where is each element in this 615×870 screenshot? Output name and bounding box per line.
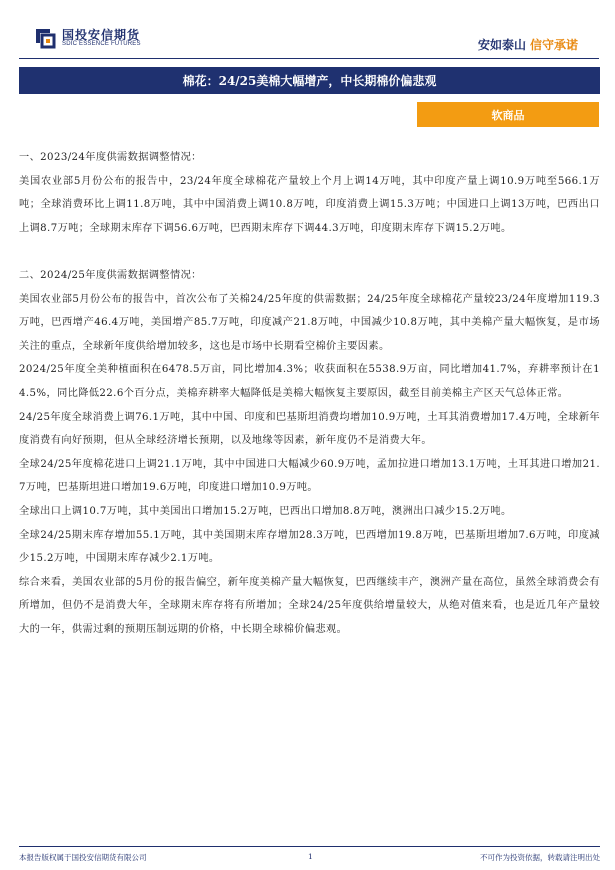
section-2-paragraph-3: 24/25年度全球消费上调76.1万吨，其中中国、印度和巴基斯坦消费均增加10.9万吨，土耳其消费增加17.4万吨，全球新年度消费有向好预期，但从全球经济增长预期，以及地缘等因素，新年度仍不是消费大年。: [19, 411, 600, 447]
section-2-paragraph-6: 全球24/25期末库存增加55.1万吨，其中美国期末库存增加28.3万吨，巴西增加19.8万吨，巴基斯坦增加7.6万吨，印度减少15.2万吨，中国期末库存减少2.1万吨。: [19, 529, 600, 565]
copyright-notice: 本报告版权属于国投安信期货有限公司: [19, 853, 147, 862]
disclaimer: 不可作为投资依据，转载请注明出处: [480, 853, 600, 862]
category-tag: 软商品: [417, 102, 599, 127]
company-logo-icon: [34, 27, 56, 49]
section-2-paragraph-5: 全球出口上调10.7万吨，其中美国出口增加15.2万吨，巴西出口增加8.8万吨，澳洲出口减少15.2万吨。: [19, 505, 512, 517]
section-spacer: [19, 240, 600, 264]
section-2-paragraph-1: 美国农业部5月份公布的报告中，首次公布了关棉24/25年度的供需数据；24/25年度全球棉花产量较23/24年度增加119.3万吨，巴西增产46.4万吨，美国增产85.7万吨，印度减产21.8万吨，中国减少10.8万吨，其中美棉产量大幅恢复，是市场关注的重点，全球新年度供给增加较多，这也是市场中长期看空棉价主要因素。: [19, 293, 600, 352]
section-2-paragraph-4: 全球24/25年度棉花进口上调21.1万吨，其中中国进口大幅减少60.9万吨，孟加拉进口增加13.1万吨，土耳其进口增加21.7万吨，巴基斯坦进口增加19.6万吨，印度进口增加10.9万吨。: [19, 458, 600, 494]
section-1-heading: 一、2023/24年度供需数据调整情况：: [19, 152, 202, 163]
section-2-paragraph-7: 综合来看，美国农业部的5月份的报告偏空，新年度美棉产量大幅恢复，巴西继续丰产，澳洲产量在高位，虽然全球消费会有所增加，但仍不是消费大年，全球期末库存将有所增加；全球24/25年度供给增量较大，从绝对值来看，也是近几年产量较大的一年，供需过剩的预期压制远期的价格，中长期全球棉价偏悲观。: [19, 576, 600, 635]
footer-divider: [19, 846, 600, 847]
title-bar: [19, 67, 600, 94]
slogan-part-2: 信守承诺: [529, 38, 578, 52]
report-body: [19, 146, 600, 641]
slogan-part-1: 安如泰山: [477, 38, 526, 52]
page-footer: [0, 840, 615, 870]
section-2-paragraph-2: 2024/25年度全美种植面积在6478.5万亩，同比增加4.3%；收获面积在5538.9万亩，同比增加41.7%，弃耕率预计在14.5%，同比降低22.6个百分点，美棉弃耕率大幅降低是美棉大幅恢复主要原因，截至目前美棉主产区天气总体正常。: [19, 364, 600, 399]
section-2-heading: 二、2024/25年度供需数据调整情况：: [19, 269, 202, 281]
section-1-paragraph: 美国农业部5月份公布的报告中，23/24年度全球棉花产量较上个月上调14万吨，其中印度产量上调10.9万吨至566.1万吨；全球消费环比上调11.8万吨，其中中国消费上调10.8万吨，印度消费上调15.3万吨；中国进口上调13万吨，巴西出口上调8.7万吨；全球期末库存下调56.6万吨，巴西期末库存下调44.3万吨，印度期末库存下调15.2万吨。: [19, 175, 600, 234]
company-name: 国投安信期货: [62, 28, 141, 42]
page-header: [0, 0, 615, 66]
slogan: [478, 36, 578, 53]
header-divider: [19, 58, 599, 59]
page-number: 1: [308, 852, 313, 861]
company-name-english: SDIC ESSENCE FUTURES: [62, 41, 141, 47]
report-title: 棉花：24/25美棉大幅增产，中长期棉价偏悲观: [182, 74, 437, 88]
